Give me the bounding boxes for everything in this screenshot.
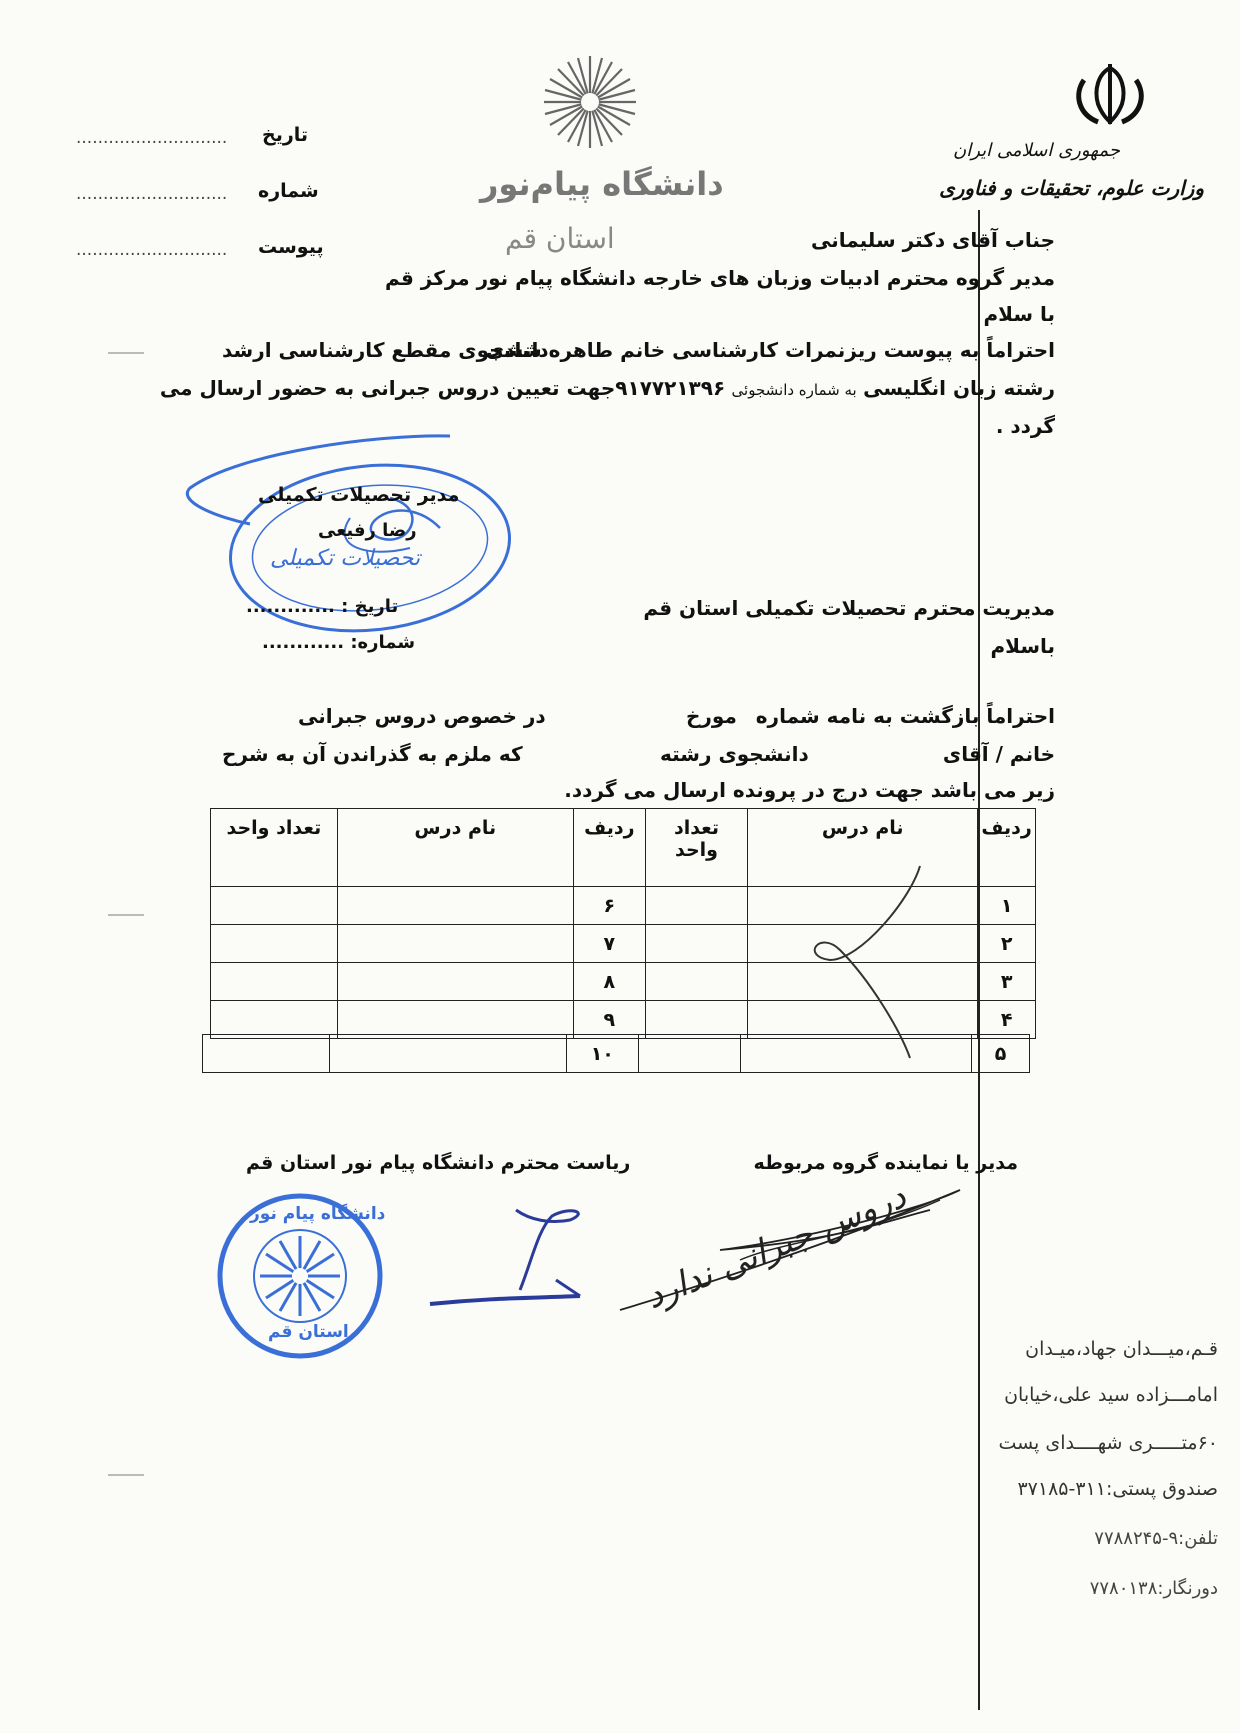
attachment-dots: ............................ — [76, 240, 228, 260]
units-cell — [211, 887, 338, 925]
course-cell — [330, 1035, 567, 1073]
units-cell — [645, 887, 747, 925]
header-course-name: نام درس — [748, 809, 978, 887]
fax: دورنگار:۷۷۸۰۱۳۸ — [1089, 1578, 1218, 1599]
letter2-line1-left: در خصوص دروس جبرانی — [298, 704, 546, 728]
grad-stamp-text: تحصیلات تکمیلی — [270, 546, 421, 571]
row-number: ۱ — [978, 887, 1036, 925]
header-course-name-2: نام درس — [337, 809, 573, 887]
units-cell — [211, 925, 338, 963]
letter1-body-line3: گردد . — [995, 414, 1055, 438]
header-row-number-2: ردیف — [573, 809, 645, 887]
course-cell — [337, 963, 573, 1001]
university-name: دانشگاه پیام‌نور — [480, 165, 724, 203]
units-cell — [211, 1001, 338, 1039]
letter2-line2-left: که ملزم به گذراندن آن به شرح — [222, 742, 523, 766]
course-cell — [337, 925, 573, 963]
number-dots: ............................ — [76, 184, 228, 204]
phone: تلفن:۹-۷۷۸۸۲۴۵ — [1094, 1528, 1218, 1549]
letter1-body-left: دانشجوی مقطع کارشناسی ارشد — [222, 338, 549, 362]
gov-line2: وزارت علوم، تحقیقات و فناوری — [939, 176, 1204, 200]
letter1-addressee: جناب آقای دکتر سلیمانی — [810, 228, 1055, 252]
address-line3: ۶۰متـــــری شهــــدای پست — [998, 1432, 1218, 1454]
grad-office-stamp — [180, 428, 540, 658]
pen-strike-mark — [800, 860, 940, 1060]
number-label: شماره — [258, 180, 319, 202]
letter2-line2-right: خانم / آقای — [942, 742, 1055, 766]
units-cell — [645, 1001, 747, 1039]
signature1-name: رضا رفیعی — [318, 520, 417, 541]
date-dots: ............................ — [76, 128, 228, 148]
units-cell — [645, 925, 747, 963]
letter1-body-right: احتراماً به پیوست ریزنمرات کارشناسی خانم طاهره شادی — [485, 338, 1055, 362]
signature1-number: شماره: ............ — [262, 632, 416, 653]
row-number: ۵ — [972, 1035, 1030, 1073]
letter1-role: مدیر گروه محترم ادبیات وزبان های خارجه دانشگاه پیام نور مرکز قم — [385, 266, 1055, 290]
qom-stamp-top-text: دانشگاه پیام نور — [250, 1204, 386, 1224]
letter1-field: رشته زبان انگلیسی — [863, 376, 1055, 400]
units-cell — [203, 1035, 330, 1073]
group-rep-label: مدیر یا نماینده گروه مربوطه — [753, 1152, 1018, 1174]
row-number: ۸ — [573, 963, 645, 1001]
letter1-greeting: با سلام — [983, 302, 1055, 326]
header-units — [645, 809, 747, 887]
row-number: ۹ — [573, 1001, 645, 1039]
letter2-line2-mid: دانشجوی رشته — [660, 742, 809, 766]
signature1-date: تاریخ : ............. — [246, 596, 399, 617]
letter1-student-id-label: به شماره دانشجوئی — [731, 381, 857, 399]
margin-mark — [108, 1474, 144, 1476]
province-name: استان قم — [505, 222, 615, 255]
letter1-body-line2 — [160, 376, 1055, 400]
header-units-b: واحد — [674, 839, 718, 861]
signature1-title: مدیر تحصیلات تکمیلی — [258, 484, 460, 506]
course-cell — [337, 887, 573, 925]
attachment-label: پیوست — [258, 236, 324, 258]
iran-emblem-icon — [1070, 60, 1150, 130]
handwritten-note: دروس جبرانی ندارد — [640, 1176, 912, 1318]
payame-noor-logo-icon — [540, 52, 640, 152]
row-number: ۱۰ — [566, 1035, 638, 1073]
qom-stamp-bottom-text: استان قم — [268, 1322, 349, 1342]
address-line1: قـم،میـــدان جهاد،میـدان — [1025, 1338, 1218, 1360]
letter2-line3: زیر می باشد جهت درج در پرونده ارسال می گردد. — [564, 778, 1055, 802]
po-box: صندوق پستی:۳۱۱-۳۷۱۸۵ — [1017, 1478, 1218, 1500]
address-line2: امامـــزاده سید علی،خیابان — [1004, 1384, 1218, 1406]
header-units-a: تعداد — [673, 817, 720, 839]
margin-mark — [108, 352, 144, 354]
president-label: ریاست محترم دانشگاه پیام نور استان قم — [246, 1152, 631, 1174]
letter2-greeting: باسلام — [990, 634, 1055, 658]
letter2-line1-mid: مورخ — [686, 704, 737, 728]
gov-line1: جمهوری اسلامی ایران — [953, 140, 1120, 161]
margin-mark — [108, 914, 144, 916]
row-number: ۳ — [978, 963, 1036, 1001]
header-row-number: ردیف — [978, 809, 1036, 887]
units-cell — [638, 1035, 741, 1073]
course-cell — [337, 1001, 573, 1039]
units-cell — [645, 963, 747, 1001]
row-number: ۶ — [573, 887, 645, 925]
letter2-addressee: مدیریت محترم تحصیلات تکمیلی استان قم — [643, 596, 1055, 620]
units-cell — [211, 963, 338, 1001]
row-number: ۷ — [573, 925, 645, 963]
row-number: ۴ — [978, 1001, 1036, 1039]
date-label: تاریخ — [262, 124, 309, 146]
letter2-line1-right: احتراماً بازگشت به نامه شماره — [755, 704, 1055, 728]
header-units-full: تعداد واحد — [211, 809, 338, 887]
letter1-student-id: ۹۱۷۷۲۱۳۹۶جهت تعیین دروس جبرانی به حضور ارسال می — [159, 376, 726, 400]
row-number: ۲ — [978, 925, 1036, 963]
